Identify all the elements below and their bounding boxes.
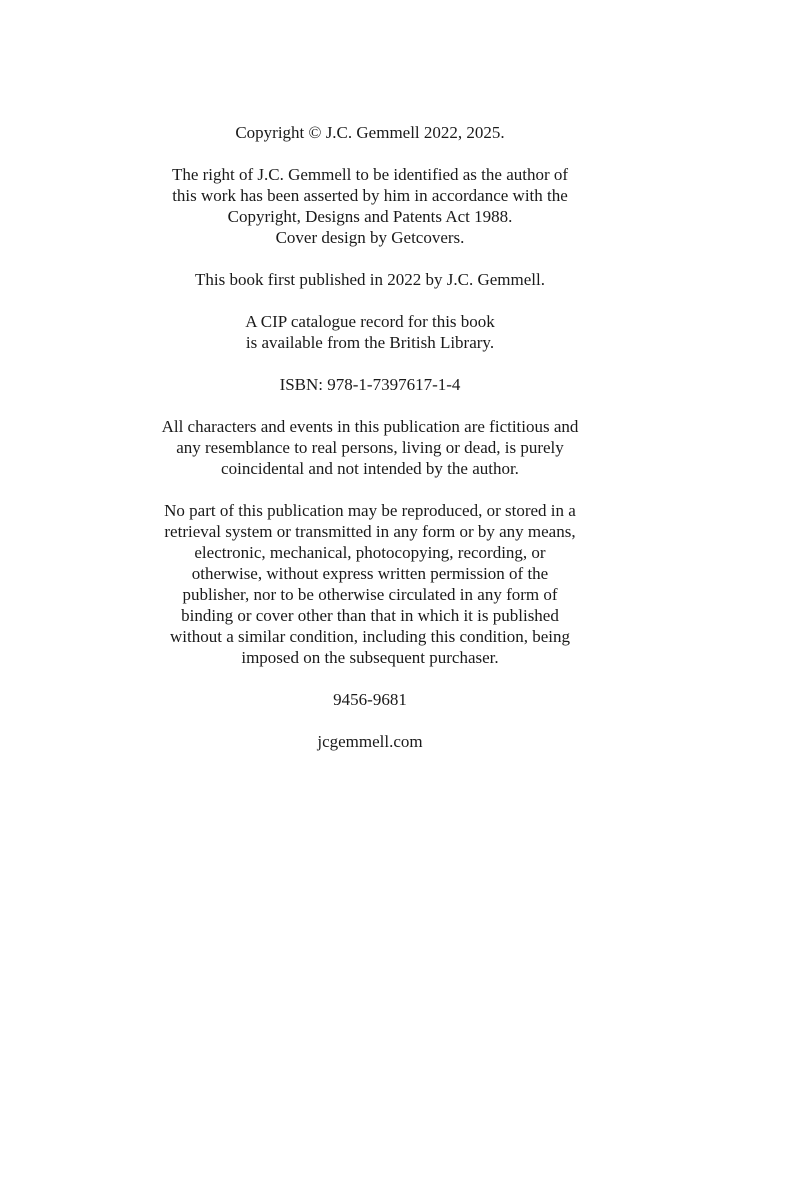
cip-record-line: A CIP catalogue record for this book	[245, 312, 495, 331]
moral-rights-statement	[110, 164, 630, 248]
reproduction-notice-line: binding or cover other than that in which it is published	[181, 606, 559, 625]
moral-rights-line: Copyright, Designs and Patents Act 1988.	[227, 207, 513, 226]
reproduction-notice-line: imposed on the subsequent purchaser.	[241, 648, 499, 667]
moral-rights-line: this work has been asserted by him in accordance with the	[172, 186, 568, 205]
cip-record-line: is available from the British Library.	[245, 333, 495, 352]
author-website-line: jcgemmell.com	[317, 732, 423, 751]
fiction-disclaimer-line: All characters and events in this publication are fictitious and	[161, 417, 579, 436]
reproduction-notice-line: otherwise, without express written permission of the	[191, 564, 549, 583]
author-website	[110, 731, 630, 752]
identifier-code-line: 9456-9681	[333, 690, 407, 709]
copyright-notice-line: Copyright © J.C. Gemmell 2022, 2025.	[235, 123, 505, 142]
reproduction-notice-line: without a similar condition, including this condition, being	[170, 627, 570, 646]
fiction-disclaimer-line: any resemblance to real persons, living or dead, is purely	[176, 438, 564, 457]
first-published-statement	[110, 269, 630, 290]
fiction-disclaimer-line: coincidental and not intended by the author.	[221, 459, 519, 478]
isbn-line: ISBN: 978-1-7397617-1-4	[279, 375, 461, 394]
copyright-text-block	[110, 122, 630, 773]
reproduction-notice-line: retrieval system or transmitted in any form or by any means,	[164, 522, 576, 541]
reproduction-notice-line: No part of this publication may be reproduced, or stored in a	[164, 501, 576, 520]
cover-design-credit: Cover design by Getcovers.	[275, 228, 465, 247]
reproduction-notice-line: electronic, mechanical, photocopying, recording, or	[194, 543, 546, 562]
identifier-code	[110, 689, 630, 710]
reproduction-notice	[110, 500, 630, 668]
first-published-line: This book first published in 2022 by J.C. Gemmell.	[195, 270, 545, 289]
isbn	[110, 374, 630, 395]
copyright-notice	[110, 122, 630, 143]
reproduction-notice-line: publisher, nor to be otherwise circulated in any form of	[182, 585, 558, 604]
cip-record-statement	[110, 311, 630, 353]
moral-rights-line: The right of J.C. Gemmell to be identified as the author of	[171, 165, 569, 184]
fiction-disclaimer	[110, 416, 630, 479]
